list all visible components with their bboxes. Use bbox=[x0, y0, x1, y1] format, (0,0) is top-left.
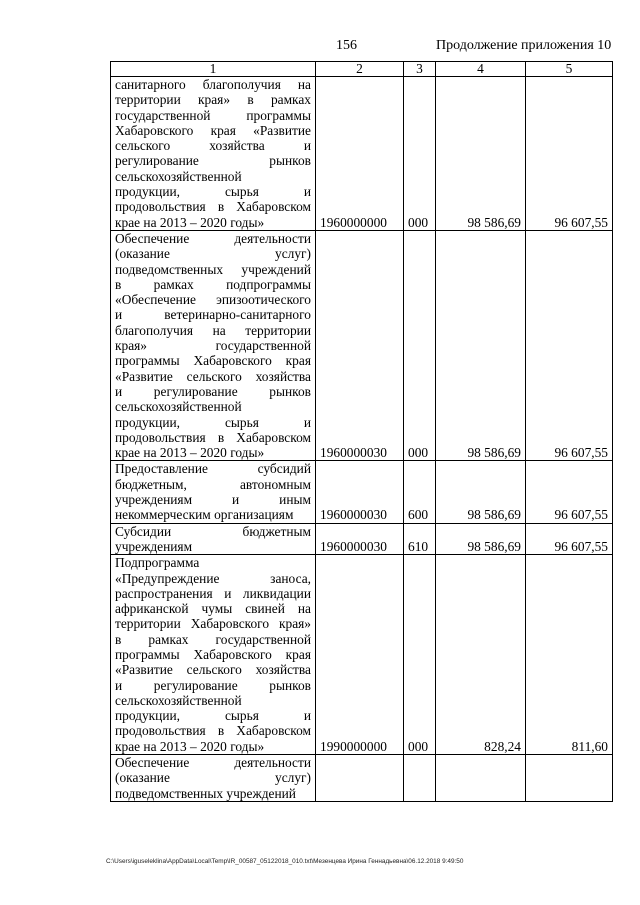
amount-cell: 98 586,69 bbox=[436, 523, 526, 555]
table-row bbox=[111, 523, 613, 555]
row-name-line: сельского хозяйства и bbox=[115, 138, 311, 154]
code-cell: 1990000000 bbox=[316, 555, 404, 755]
row-name-line: (оказание услуг) bbox=[115, 246, 311, 262]
row-name-line: крае на 2013 – 2020 годы» bbox=[115, 214, 265, 230]
code-cell: 1960000030 bbox=[316, 523, 404, 555]
amount-cell: 98 586,69 bbox=[436, 461, 526, 523]
row-name-line: продовольствия в Хабаровском bbox=[115, 199, 311, 215]
amount-cell: 96 607,55 bbox=[526, 230, 613, 460]
row-name-line: сельскохозяйственной bbox=[115, 399, 242, 415]
row-name-line: Обеспечение деятельности bbox=[115, 755, 311, 771]
row-name-line: учреждениям bbox=[115, 538, 193, 554]
row-name-line: санитарного благополучия на bbox=[115, 77, 311, 92]
row-name-line: «Развитие сельского хозяйства bbox=[115, 368, 311, 384]
row-name-line: крае на 2013 – 2020 годы» bbox=[115, 738, 265, 754]
amount-cell: 811,60 bbox=[526, 555, 613, 755]
code-cell bbox=[316, 755, 404, 802]
amount-cell: 98 586,69 bbox=[436, 230, 526, 460]
row-name-line: сельскохозяйственной bbox=[115, 692, 242, 708]
amount-cell: 828,24 bbox=[436, 555, 526, 755]
budget-table bbox=[110, 61, 613, 802]
row-name-line: сельскохозяйственной bbox=[115, 168, 242, 184]
expense-type-cell: 000 bbox=[404, 230, 436, 460]
row-name-line: регулирование рынков bbox=[115, 153, 311, 169]
amount-cell bbox=[436, 755, 526, 802]
code-cell: 1960000030 bbox=[316, 461, 404, 523]
amount-cell: 96 607,55 bbox=[526, 77, 613, 231]
row-name-line: распространения и ликвидации bbox=[115, 585, 311, 601]
table-row bbox=[111, 230, 613, 460]
code-cell: 1960000000 bbox=[316, 77, 404, 231]
row-name-line: бюджетным, автономным bbox=[115, 476, 311, 492]
row-name-line: продукции, сырья и bbox=[115, 414, 311, 430]
row-name-line: некоммерческим организациям bbox=[115, 507, 294, 523]
row-name-cell bbox=[111, 230, 316, 460]
row-name-line: подведомственных учреждений bbox=[115, 785, 296, 801]
row-name-line: африканской чумы свиней на bbox=[115, 601, 311, 617]
table-row bbox=[111, 555, 613, 755]
table-row bbox=[111, 77, 613, 231]
amount-cell: 96 607,55 bbox=[526, 523, 613, 555]
row-name-line: государственной программы bbox=[115, 107, 311, 123]
row-name-line: продукции, сырья и bbox=[115, 708, 311, 724]
row-name-line: Предоставление субсидий bbox=[115, 461, 311, 477]
row-name-line: территории Хабаровского края» bbox=[115, 616, 311, 632]
row-name-line: (оказание услуг) bbox=[115, 770, 311, 786]
row-name-cell bbox=[111, 77, 316, 231]
row-name-line: в рамках государственной bbox=[115, 631, 311, 647]
row-name-cell bbox=[111, 555, 316, 755]
column-header: 2 bbox=[316, 62, 404, 77]
row-name-line: территории края» в рамках bbox=[115, 92, 311, 108]
row-name-line: и ветеринарно-санитарного bbox=[115, 307, 311, 323]
expense-type-cell bbox=[404, 755, 436, 802]
amount-cell: 96 607,55 bbox=[526, 461, 613, 523]
column-header: 5 bbox=[526, 62, 613, 77]
row-name-line: края» государственной bbox=[115, 338, 311, 354]
table-row bbox=[111, 755, 613, 802]
row-name-cell bbox=[111, 523, 316, 555]
page-number: 156 bbox=[336, 38, 357, 53]
table-row bbox=[111, 461, 613, 523]
row-name-line: учреждениям и иным bbox=[115, 492, 311, 508]
row-name-line: подведомственных учреждений bbox=[115, 261, 311, 277]
code-cell: 1960000030 bbox=[316, 230, 404, 460]
row-name-line: и регулирование рынков bbox=[115, 383, 311, 399]
row-name-line: «Развитие сельского хозяйства bbox=[115, 662, 311, 678]
expense-type-cell: 000 bbox=[404, 77, 436, 231]
row-name-cell bbox=[111, 755, 316, 802]
row-name-cell bbox=[111, 461, 316, 523]
column-header: 1 bbox=[111, 62, 316, 77]
row-name-line: продукции, сырья и bbox=[115, 184, 311, 200]
continuation-note: Продолжение приложения 10 bbox=[436, 38, 612, 53]
row-name-line: «Предупреждение заноса, bbox=[115, 570, 311, 586]
table-header-row bbox=[111, 62, 613, 77]
column-header: 3 bbox=[404, 62, 436, 77]
row-name-line: крае на 2013 – 2020 годы» bbox=[115, 445, 265, 461]
expense-type-cell: 600 bbox=[404, 461, 436, 523]
row-name-line: «Обеспечение эпизоотического bbox=[115, 292, 311, 308]
row-name-line: в рамках подпрограммы bbox=[115, 276, 311, 292]
amount-cell: 98 586,69 bbox=[436, 77, 526, 231]
column-header: 4 bbox=[436, 62, 526, 77]
row-name-line: благополучия на территории bbox=[115, 322, 311, 338]
row-name-line: продовольствия в Хабаровском bbox=[115, 429, 311, 445]
row-name-line: и регулирование рынков bbox=[115, 677, 311, 693]
row-name-line: Обеспечение деятельности bbox=[115, 230, 311, 246]
file-path-footer: C:\Users\iguseleklina\AppData\Local\Temp\IR_00587_05122018_010.txt\Мезенцева Ирина Геннадьевна\06.12.2018 9:49:50 bbox=[106, 858, 464, 865]
row-name-line: Субсидии бюджетным bbox=[115, 523, 311, 539]
row-name-line: Подпрограмма bbox=[115, 555, 200, 571]
expense-type-cell: 610 bbox=[404, 523, 436, 555]
row-name-line: продовольствия в Хабаровском bbox=[115, 723, 311, 739]
row-name-line: программы Хабаровского края bbox=[115, 353, 311, 369]
row-name-line: Хабаровского края «Развитие bbox=[115, 122, 311, 138]
expense-type-cell: 000 bbox=[404, 555, 436, 755]
row-name-line: программы Хабаровского края bbox=[115, 646, 311, 662]
amount-cell bbox=[526, 755, 613, 802]
